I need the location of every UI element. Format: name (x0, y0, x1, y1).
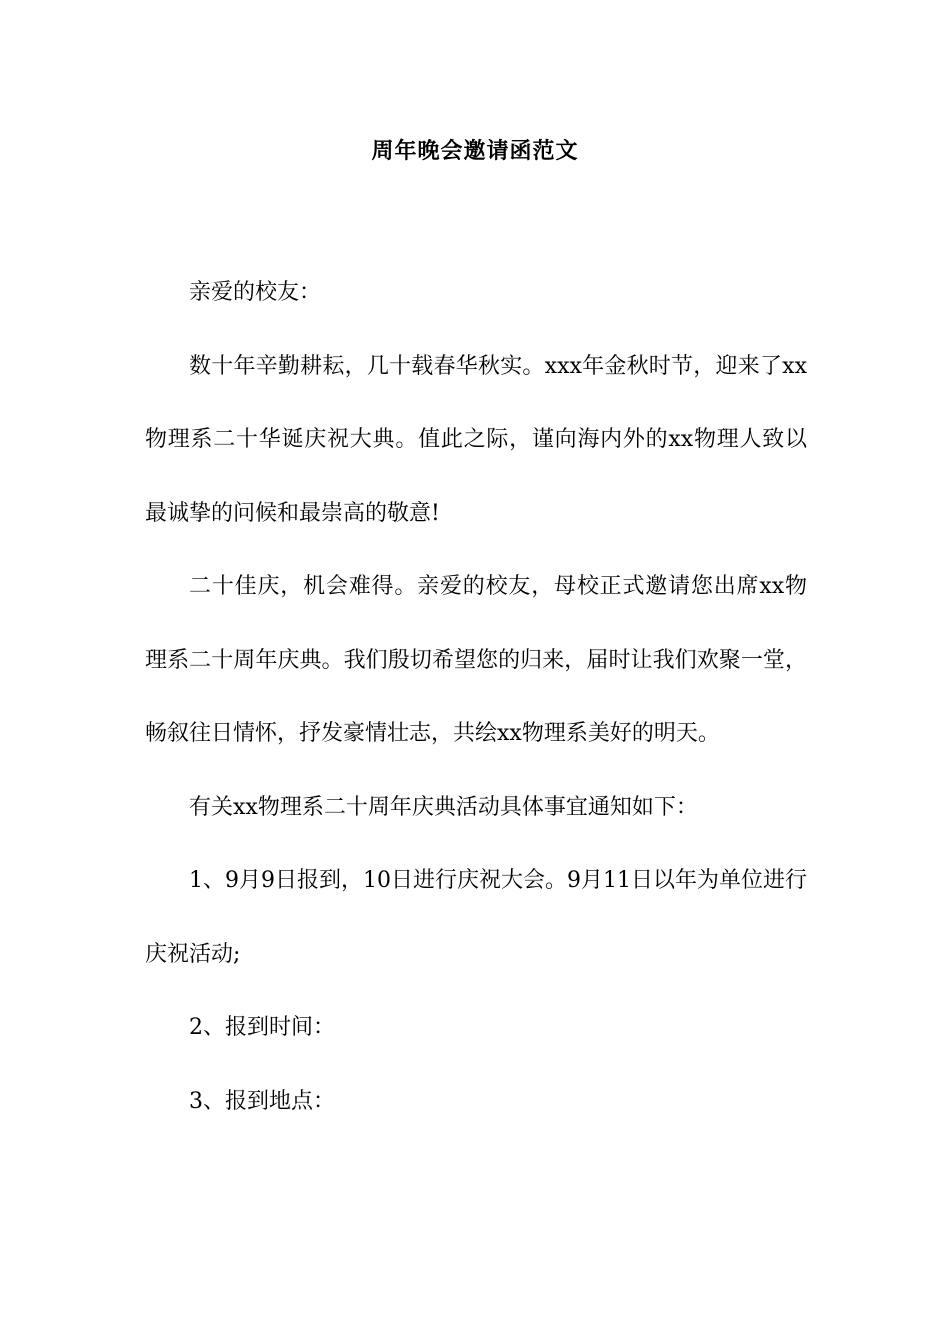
list-item-schedule: 1、9月9日报到，10日进行庆祝大会。9月11日以年为单位进行庆祝活动; (145, 868, 807, 967)
document-title: 周年晚会邀请函范文 (371, 139, 579, 164)
paragraph-invitation: 二十佳庆，机会难得。亲爱的校友，母校正式邀请您出席xx物理系二十周年庆典。我们殷切希望您的归来，届时让我们欢聚一堂，畅叙往日情怀，抒发豪情壮志，共绘xx物理系美好的明天。 (145, 574, 807, 746)
list-item-location: 3、报到地点： (189, 1088, 335, 1114)
paragraph-greeting: 数十年辛勤耕耘，几十载春华秋实。xxx年金秋时节，迎来了xx物理系二十华诞庆祝大典。值此之际，谨向海内外的xx物理人致以最诚挚的问候和最崇高的敬意! (145, 353, 807, 526)
salutation: 亲爱的校友： (189, 280, 322, 305)
paragraph-notice-intro: 有关xx物理系二十周年庆典活动具体事宜通知如下： (189, 794, 698, 820)
document-body (145, 256, 807, 1138)
list-item-time: 2、报到时间： (189, 1015, 335, 1040)
